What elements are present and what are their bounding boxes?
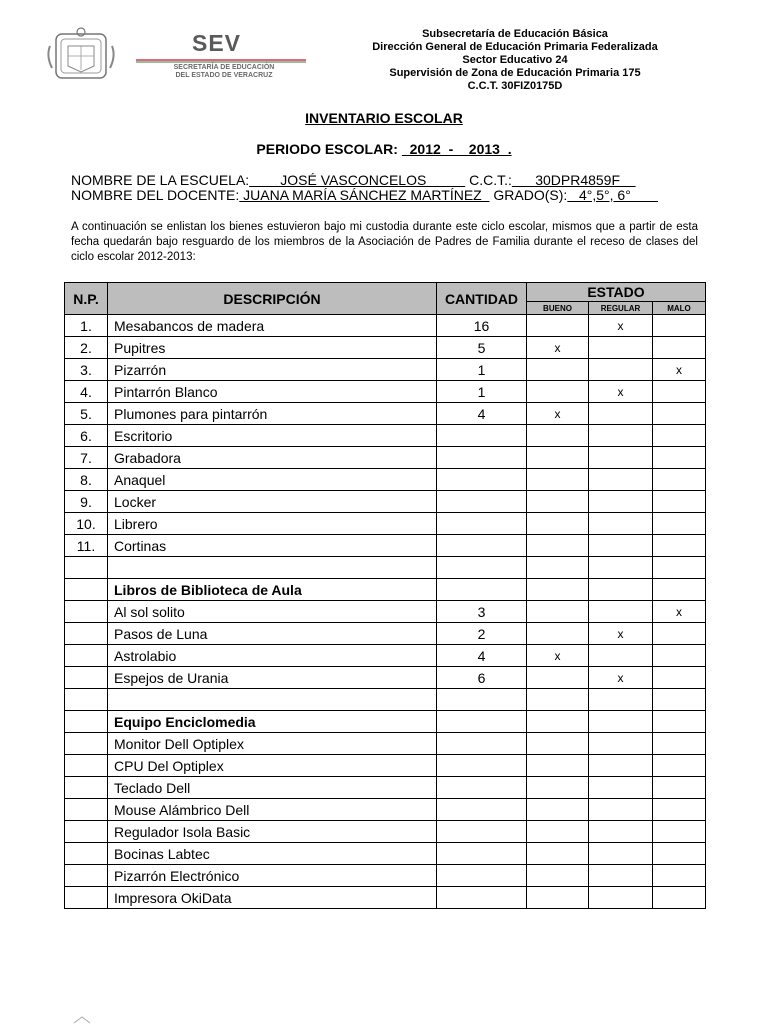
row-description: Espejos de Urania xyxy=(108,667,437,689)
row-malo xyxy=(653,733,706,755)
table-row xyxy=(65,601,706,623)
row-quantity xyxy=(437,799,527,821)
table-row xyxy=(65,557,706,579)
row-malo xyxy=(653,865,706,887)
header-bueno: BUENO xyxy=(527,302,589,315)
row-regular xyxy=(589,337,653,359)
table-row xyxy=(65,315,706,337)
header-quantity: CANTIDAD xyxy=(437,283,527,315)
row-malo xyxy=(653,381,706,403)
intro-paragraph: A continuación se enlistan los bienes estuvieron bajo mi custodia durante este ciclo escolar, mismos que a partir de esta fecha quedarán bajo resguardo de los miembros de la Asociación de Padres de Familia durante el receso de clases del ciclo escolar 2012-2013: xyxy=(71,221,698,263)
row-number: 4. xyxy=(65,381,108,403)
row-quantity xyxy=(437,425,527,447)
row-description: Mesabancos de madera xyxy=(108,315,437,337)
document-title: INVENTARIO ESCOLAR xyxy=(305,110,463,126)
row-description: Plumones para pintarrón xyxy=(108,403,437,425)
coat-of-arms-icon xyxy=(44,26,118,84)
row-number xyxy=(65,733,108,755)
row-description: Mouse Alámbrico Dell xyxy=(108,799,437,821)
row-quantity xyxy=(437,513,527,535)
row-description: Pizarrón Electrónico xyxy=(108,865,437,887)
row-regular xyxy=(589,447,653,469)
row-malo xyxy=(653,447,706,469)
row-quantity xyxy=(437,579,527,601)
row-bueno xyxy=(527,667,589,689)
row-regular xyxy=(589,711,653,733)
row-quantity: 4 xyxy=(437,403,527,425)
row-regular xyxy=(589,755,653,777)
row-regular: x xyxy=(589,381,653,403)
row-number: 5. xyxy=(65,403,108,425)
row-bueno xyxy=(527,469,589,491)
table-row xyxy=(65,799,706,821)
table-row xyxy=(65,755,706,777)
row-description: CPU Del Optiplex xyxy=(108,755,437,777)
header-description: DESCRIPCIÓN xyxy=(108,283,437,315)
row-description: Al sol solito xyxy=(108,601,437,623)
row-quantity xyxy=(437,755,527,777)
table-row xyxy=(65,535,706,557)
row-bueno xyxy=(527,821,589,843)
row-description: Regulador Isola Basic xyxy=(108,821,437,843)
row-regular xyxy=(589,403,653,425)
table-row xyxy=(65,887,706,909)
period-line xyxy=(0,141,768,157)
row-malo xyxy=(653,403,706,425)
row-regular xyxy=(589,469,653,491)
row-number xyxy=(65,667,108,689)
row-regular xyxy=(589,359,653,381)
row-quantity: 5 xyxy=(437,337,527,359)
row-bueno xyxy=(527,623,589,645)
row-malo xyxy=(653,887,706,909)
row-description: Pintarrón Blanco xyxy=(108,381,437,403)
row-regular xyxy=(589,865,653,887)
row-malo xyxy=(653,799,706,821)
row-malo xyxy=(653,667,706,689)
row-quantity xyxy=(437,535,527,557)
row-number xyxy=(65,711,108,733)
row-malo xyxy=(653,821,706,843)
row-number: 6. xyxy=(65,425,108,447)
row-quantity xyxy=(437,557,527,579)
table-row xyxy=(65,689,706,711)
row-bueno xyxy=(527,447,589,469)
inventory-table xyxy=(64,282,706,909)
row-malo xyxy=(653,513,706,535)
row-quantity: 2 xyxy=(437,623,527,645)
row-number: 10. xyxy=(65,513,108,535)
table-row xyxy=(65,403,706,425)
row-description: Libros de Biblioteca de Aula xyxy=(108,579,437,601)
row-bueno: x xyxy=(527,337,589,359)
table-row xyxy=(65,469,706,491)
row-regular: x xyxy=(589,667,653,689)
table-row xyxy=(65,513,706,535)
row-description: Impresora OkiData xyxy=(108,887,437,909)
row-number xyxy=(65,843,108,865)
table-row xyxy=(65,645,706,667)
row-regular xyxy=(589,535,653,557)
row-quantity xyxy=(437,887,527,909)
grade-value: 4°,5°, 6° xyxy=(567,187,659,203)
row-regular xyxy=(589,557,653,579)
table-row xyxy=(65,821,706,843)
row-description: Monitor Dell Optiplex xyxy=(108,733,437,755)
teacher-name-value: JUANA MARÍA SÁNCHEZ MARTÍNEZ xyxy=(239,187,490,203)
school-name-label: NOMBRE DE LA ESCUELA: xyxy=(71,172,250,188)
header-line: Sector Educativo 24 xyxy=(462,54,568,66)
row-malo xyxy=(653,535,706,557)
row-quantity: 6 xyxy=(437,667,527,689)
row-number: 7. xyxy=(65,447,108,469)
row-number xyxy=(65,557,108,579)
row-number xyxy=(65,887,108,909)
row-bueno xyxy=(527,491,589,513)
row-quantity xyxy=(437,469,527,491)
row-malo xyxy=(653,337,706,359)
row-quantity: 3 xyxy=(437,601,527,623)
row-number: 1. xyxy=(65,315,108,337)
row-malo xyxy=(653,579,706,601)
row-malo xyxy=(653,491,706,513)
row-malo xyxy=(653,469,706,491)
table-row xyxy=(65,623,706,645)
table-row xyxy=(65,711,706,733)
row-description: Locker xyxy=(108,491,437,513)
row-regular xyxy=(589,777,653,799)
header-malo: MALO xyxy=(653,302,706,315)
row-bueno xyxy=(527,425,589,447)
row-number xyxy=(65,579,108,601)
row-description: Teclado Dell xyxy=(108,777,437,799)
row-malo xyxy=(653,315,706,337)
row-number xyxy=(65,623,108,645)
sev-subtitle: SECRETARÍA DE EDUCACIÓN DEL ESTADO DE VERACRUZ xyxy=(173,64,275,79)
row-quantity xyxy=(437,777,527,799)
row-malo xyxy=(653,711,706,733)
row-quantity xyxy=(437,733,527,755)
row-bueno xyxy=(527,579,589,601)
period-value: 2012 - 2013 . xyxy=(401,141,512,157)
row-description: Pizarrón xyxy=(108,359,437,381)
row-description xyxy=(108,557,437,579)
row-malo xyxy=(653,777,706,799)
row-malo: x xyxy=(653,601,706,623)
cct-value: 30DPR4859F xyxy=(511,172,636,188)
header-line: Supervisión de Zona de Educación Primaria 175 xyxy=(389,67,641,79)
sev-acronym: SEV xyxy=(192,30,242,56)
period-label: PERIODO ESCOLAR: xyxy=(256,141,398,157)
school-name-value: JOSÉ VASCONCELOS xyxy=(249,172,466,188)
table-row xyxy=(65,337,706,359)
row-number xyxy=(65,777,108,799)
header-estado: ESTADO xyxy=(527,283,706,302)
row-bueno xyxy=(527,601,589,623)
header-line: C.C.T. 30FIZ0175D xyxy=(467,80,563,92)
row-bueno: x xyxy=(527,645,589,667)
row-quantity: 4 xyxy=(437,645,527,667)
row-regular xyxy=(589,887,653,909)
row-regular xyxy=(589,645,653,667)
row-bueno xyxy=(527,557,589,579)
row-description: Grabadora xyxy=(108,447,437,469)
table-row xyxy=(65,447,706,469)
row-description: Astrolabio xyxy=(108,645,437,667)
grade-label: GRADO(S): xyxy=(493,187,568,203)
table-row xyxy=(65,359,706,381)
row-malo xyxy=(653,623,706,645)
row-number xyxy=(65,689,108,711)
row-regular xyxy=(589,601,653,623)
row-description: Pasos de Luna xyxy=(108,623,437,645)
row-regular xyxy=(589,799,653,821)
table-row xyxy=(65,843,706,865)
row-number xyxy=(65,755,108,777)
row-bueno xyxy=(527,535,589,557)
row-bueno xyxy=(527,799,589,821)
row-malo xyxy=(653,425,706,447)
table-row xyxy=(65,777,706,799)
row-bueno xyxy=(527,733,589,755)
row-bueno xyxy=(527,513,589,535)
row-bueno xyxy=(527,359,589,381)
row-quantity xyxy=(437,865,527,887)
row-regular xyxy=(589,689,653,711)
row-malo xyxy=(653,645,706,667)
row-number xyxy=(65,865,108,887)
row-number: 11. xyxy=(65,535,108,557)
row-description: Bocinas Labtec xyxy=(108,843,437,865)
row-number: 2. xyxy=(65,337,108,359)
row-regular xyxy=(589,425,653,447)
row-malo xyxy=(653,689,706,711)
row-regular: x xyxy=(589,623,653,645)
header-line: Dirección General de Educación Primaria Federalizada xyxy=(372,41,658,53)
table-row xyxy=(65,865,706,887)
row-malo: x xyxy=(653,359,706,381)
row-bueno xyxy=(527,689,589,711)
row-malo xyxy=(653,843,706,865)
row-regular: x xyxy=(589,315,653,337)
row-quantity xyxy=(437,711,527,733)
row-quantity xyxy=(437,843,527,865)
row-quantity: 1 xyxy=(437,359,527,381)
row-description: Librero xyxy=(108,513,437,535)
row-regular xyxy=(589,491,653,513)
header-np: N.P. xyxy=(65,283,108,315)
table-row xyxy=(65,733,706,755)
row-bueno: x xyxy=(527,403,589,425)
row-bueno xyxy=(527,777,589,799)
row-description: Anaquel xyxy=(108,469,437,491)
row-regular xyxy=(589,513,653,535)
row-quantity xyxy=(437,689,527,711)
table-row xyxy=(65,579,706,601)
row-malo xyxy=(653,557,706,579)
row-regular xyxy=(589,843,653,865)
header-regular: REGULAR xyxy=(589,302,653,315)
row-number: 9. xyxy=(65,491,108,513)
document-header xyxy=(340,28,690,93)
row-number: 8. xyxy=(65,469,108,491)
row-number xyxy=(65,821,108,843)
row-description: Escritorio xyxy=(108,425,437,447)
row-malo xyxy=(653,755,706,777)
table-row xyxy=(65,381,706,403)
row-number xyxy=(65,601,108,623)
cct-label: C.C.T.: xyxy=(469,172,512,188)
row-bueno xyxy=(527,843,589,865)
row-number xyxy=(65,645,108,667)
row-bueno xyxy=(527,381,589,403)
row-bueno xyxy=(527,711,589,733)
row-quantity xyxy=(437,447,527,469)
row-bueno xyxy=(527,887,589,909)
row-number: 3. xyxy=(65,359,108,381)
row-description xyxy=(108,689,437,711)
row-quantity: 16 xyxy=(437,315,527,337)
teacher-name-label: NOMBRE DEL DOCENTE: xyxy=(71,187,240,203)
row-bueno xyxy=(527,755,589,777)
table-row xyxy=(65,425,706,447)
row-regular xyxy=(589,821,653,843)
row-quantity xyxy=(437,491,527,513)
table-row xyxy=(65,667,706,689)
row-number xyxy=(65,799,108,821)
header-line: Subsecretaría de Educación Básica xyxy=(422,28,608,40)
row-regular xyxy=(589,733,653,755)
row-description: Pupitres xyxy=(108,337,437,359)
row-description: Cortinas xyxy=(108,535,437,557)
row-quantity: 1 xyxy=(437,381,527,403)
row-bueno xyxy=(527,865,589,887)
row-description: Equipo Enciclomedia xyxy=(108,711,437,733)
row-quantity xyxy=(437,821,527,843)
teacher-line xyxy=(71,187,658,203)
row-regular xyxy=(589,579,653,601)
school-line xyxy=(71,172,636,188)
table-row xyxy=(65,491,706,513)
row-bueno xyxy=(527,315,589,337)
